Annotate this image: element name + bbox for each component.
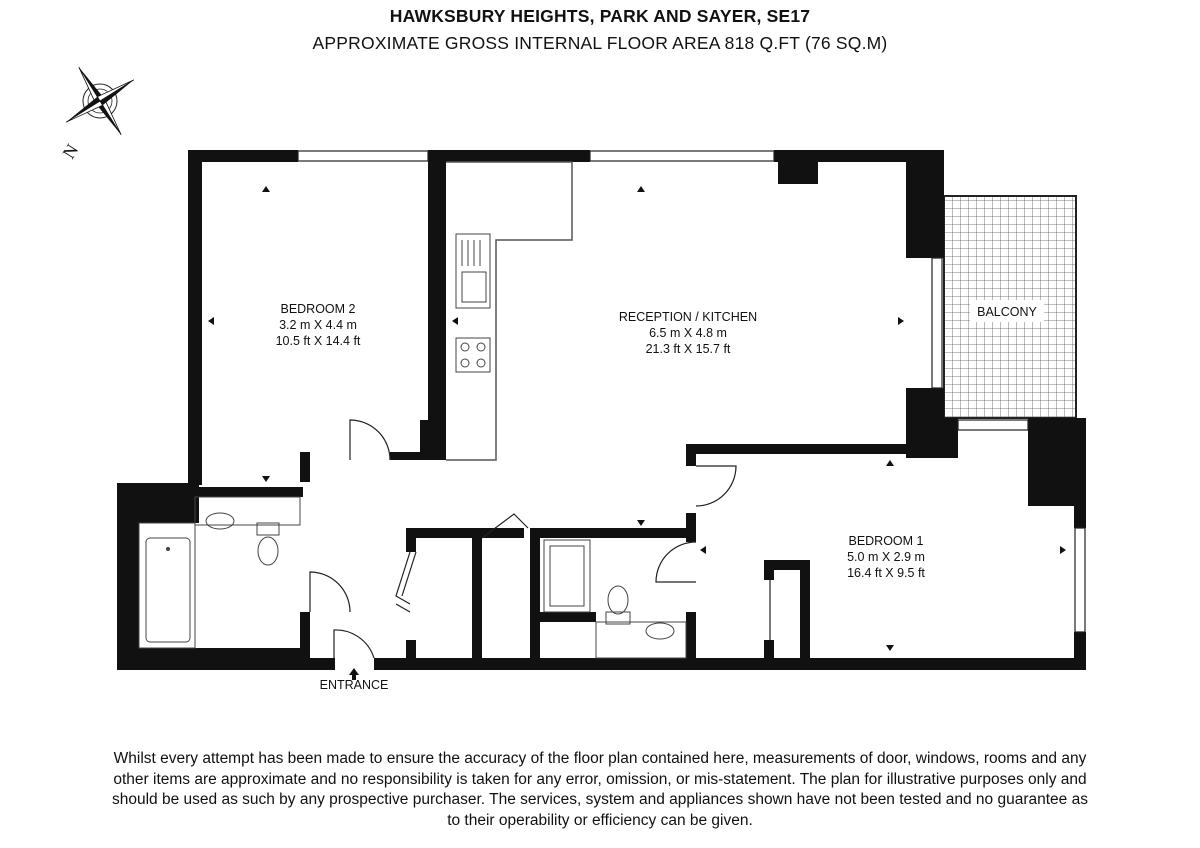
plan-title: HAWKSBURY HEIGHTS, PARK AND SAYER, SE17 xyxy=(389,6,811,26)
walls xyxy=(117,150,1086,670)
disclaimer-line: to their operability or efficiency can be given. xyxy=(447,811,753,829)
compass-rose-icon xyxy=(45,46,155,156)
room-bedroom-2 xyxy=(276,302,361,348)
floor-area-subtitle: APPROXIMATE GROSS INTERNAL FLOOR AREA 818 Q.FT (76 SQ.M) xyxy=(312,33,888,53)
disclaimer-line: other items are approximate and no responsibility is taken for any error, omission, or mis-statement. The plan for illustrative purposes only and xyxy=(113,770,1087,788)
bedroom-2-name: BEDROOM 2 xyxy=(280,302,356,316)
entrance-label: ENTRANCE xyxy=(319,678,389,692)
sink-icon xyxy=(456,234,490,308)
disclaimer-line: should be used as such by any prospective purchaser. The services, system and appliances shown have not been tested and no guarantee as xyxy=(112,791,1088,808)
bedroom-1-metric: 5.0 m X 2.9 m xyxy=(847,550,925,564)
bedroom-1-name: BEDROOM 1 xyxy=(848,534,924,548)
reception-metric: 6.5 m X 4.8 m xyxy=(649,326,727,340)
room-bedroom-1 xyxy=(847,534,925,580)
bedroom-1-imperial: 16.4 ft X 9.5 ft xyxy=(847,566,925,580)
room-reception-kitchen xyxy=(619,310,757,356)
balcony-label: BALCONY xyxy=(977,305,1037,319)
bedroom-2-imperial: 10.5 ft X 14.4 ft xyxy=(275,334,361,348)
kitchen-counter xyxy=(446,162,572,460)
reception-imperial: 21.3 ft X 15.7 ft xyxy=(645,342,731,356)
reception-name: RECEPTION / KITCHEN xyxy=(618,310,758,324)
hob-icon xyxy=(456,338,490,372)
disclaimer-line: Whilst every attempt has been made to ensure the accuracy of the floor plan contained here, measurements of door, windows, rooms and any xyxy=(113,750,1087,767)
disclaimer xyxy=(60,749,1140,831)
bedroom-2-metric: 3.2 m X 4.4 m xyxy=(279,318,357,332)
compass-north-label: N xyxy=(58,140,83,163)
